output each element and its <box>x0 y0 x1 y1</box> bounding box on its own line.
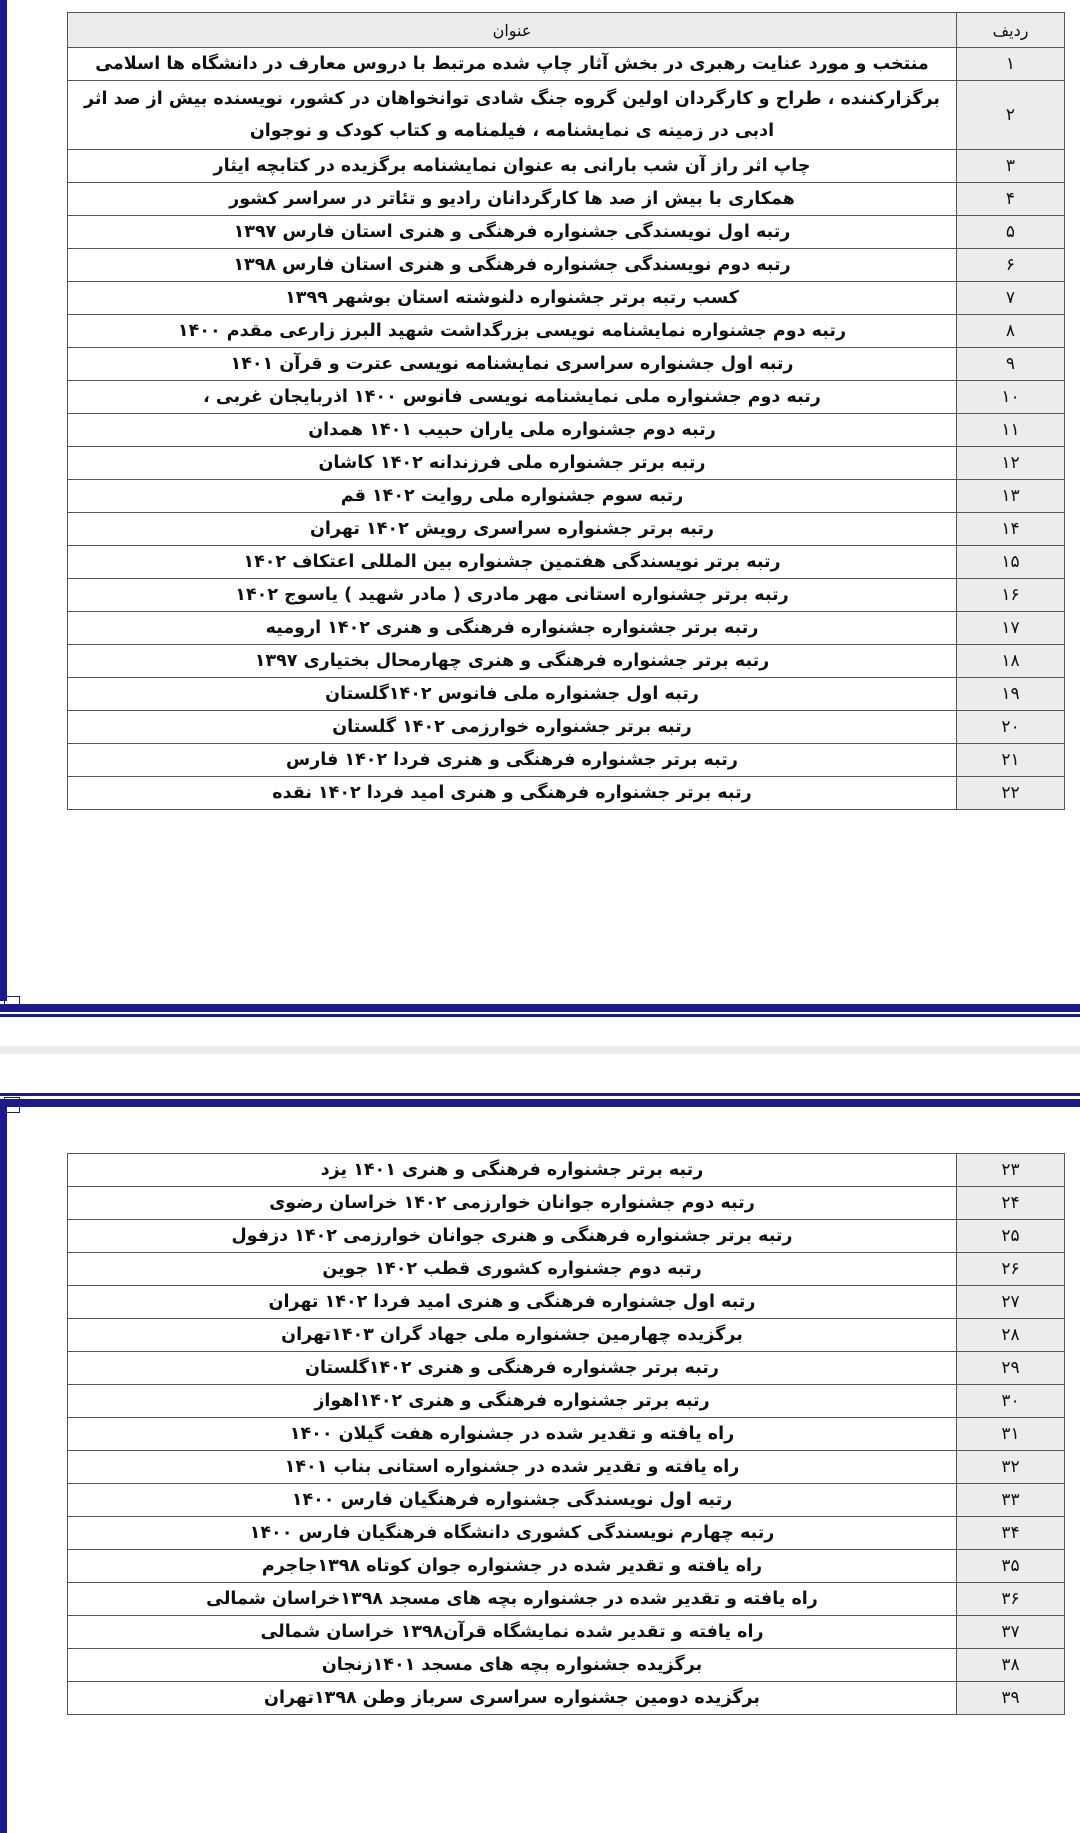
table-row <box>68 1649 1065 1682</box>
row-number: ۱۴ <box>957 513 1065 546</box>
table-row <box>68 81 1065 150</box>
award-title <box>68 414 957 447</box>
row-number: ۷ <box>957 282 1065 315</box>
award-title-text: رتبه برتر جشنواره فرهنگی و هنری فردا ۱۴۰۲ فارس <box>286 750 738 770</box>
table-row <box>68 183 1065 216</box>
row-number: ۳۹ <box>957 1682 1065 1715</box>
award-title <box>68 1517 957 1550</box>
award-title-text: رتبه اول نویسندگی جشنواره فرهنگیان فارس ۱۴۰۰ <box>291 1490 733 1510</box>
row-number: ۲۰ <box>957 711 1065 744</box>
award-title-text: برگزیده چهارمین جشنواره ملی جهاد گران ۱۴۰۳تهران <box>281 1325 743 1345</box>
table-row <box>68 150 1065 183</box>
award-title <box>68 1616 957 1649</box>
page-break-line <box>0 1093 1080 1096</box>
award-title <box>68 711 957 744</box>
award-title <box>68 678 957 711</box>
award-title-text: رتبه برتر جشنواره استانی مهر مادری ( مادر شهید ) یاسوج ۱۴۰۲ <box>235 585 789 605</box>
award-title <box>68 1286 957 1319</box>
table-row <box>68 1286 1065 1319</box>
award-title <box>68 150 957 183</box>
award-title <box>68 1583 957 1616</box>
award-title <box>68 546 957 579</box>
row-number: ۱۰ <box>957 381 1065 414</box>
award-title <box>68 1649 957 1682</box>
row-number: ۱۸ <box>957 645 1065 678</box>
row-number: ۱ <box>957 48 1065 81</box>
award-title <box>68 1550 957 1583</box>
table-row <box>68 777 1065 810</box>
award-title-text: رتبه دوم جشنواره نمایشنامه نویسی بزرگداشت شهید البرز زارعی مقدم ۱۴۰۰ <box>177 321 847 341</box>
award-title-text: رتبه اول جشنواره ملی فانوس ۱۴۰۲گلستان <box>325 684 699 704</box>
award-title-text: رتبه برتر نویسندگی هفتمین جشنواره بین المللی اعتکاف ۱۴۰۲ <box>243 552 781 572</box>
award-title <box>68 1253 957 1286</box>
row-number: ۱۹ <box>957 678 1065 711</box>
award-title <box>68 744 957 777</box>
award-title <box>68 447 957 480</box>
award-title-text: کسب رتبه برتر جشنواره دلنوشته استان بوشهر ۱۳۹۹ <box>285 288 739 308</box>
table-row <box>68 1682 1065 1715</box>
award-title <box>68 1154 957 1187</box>
page-left-border <box>0 0 7 1833</box>
row-number: ۲۴ <box>957 1187 1065 1220</box>
page-break-band <box>0 1004 1080 1012</box>
award-title <box>68 1484 957 1517</box>
award-title-text: چاپ اثر راز آن شب بارانی به عنوان نمایشنامه برگزیده در کتابچه ایثار <box>213 156 811 176</box>
award-title-text: رتبه برتر جشنواره فرهنگی و هنری چهارمحال بختیاری ۱۳۹۷ <box>254 651 770 671</box>
table-row <box>68 678 1065 711</box>
row-number: ۲۲ <box>957 777 1065 810</box>
table-row <box>68 348 1065 381</box>
row-number: ۲۹ <box>957 1352 1065 1385</box>
table-row <box>68 1319 1065 1352</box>
table-row <box>68 1451 1065 1484</box>
table-body-1 <box>68 48 1065 810</box>
award-title <box>68 612 957 645</box>
header-row-number: ردیف <box>957 13 1065 48</box>
award-title-text: رتبه برتر جشنواره خوارزمی ۱۴۰۲ گلستان <box>332 717 692 737</box>
award-title <box>68 1385 957 1418</box>
award-title <box>68 381 957 414</box>
award-title <box>68 1220 957 1253</box>
row-number: ۳ <box>957 150 1065 183</box>
table-row <box>68 1484 1065 1517</box>
award-title-text: رتبه اول جشنواره فرهنگی و هنری امید فردا ۱۴۰۲ تهران <box>268 1292 756 1312</box>
award-title-text: برگزیده دومین جشنواره سراسری سرباز وطن ۱۳۹۸تهران <box>264 1688 760 1708</box>
table-row <box>68 447 1065 480</box>
award-title-text: رتبه دوم جشنواره ملی یاران حبیب ۱۴۰۱ همدان <box>308 420 716 440</box>
award-title-text: رتبه برتر جشنواره ملی فرزندانه ۱۴۰۲ کاشان <box>318 453 706 473</box>
table-row <box>68 1220 1065 1253</box>
award-title-text: رتبه برتر جشنواره فرهنگی و هنری ۱۴۰۲گلستان <box>305 1358 719 1378</box>
table-row <box>68 1154 1065 1187</box>
award-title-text: همکاری با بیش از صد ها کارگردانان رادیو و تئاتر در سراسر کشور <box>229 189 795 209</box>
row-number: ۱۱ <box>957 414 1065 447</box>
header-title: عنوان <box>68 13 957 48</box>
page-break-band <box>0 1099 1080 1107</box>
row-number: ۲۷ <box>957 1286 1065 1319</box>
row-number: ۵ <box>957 216 1065 249</box>
table-row <box>68 612 1065 645</box>
award-title <box>68 1319 957 1352</box>
table-row <box>68 480 1065 513</box>
table-row <box>68 1352 1065 1385</box>
award-title <box>68 81 957 150</box>
table-row <box>68 414 1065 447</box>
award-title-text: رتبه برتر جشنواره فرهنگی و هنری جوانان خوارزمی ۱۴۰۲ دزفول <box>231 1226 793 1246</box>
table-row <box>68 711 1065 744</box>
award-title <box>68 777 957 810</box>
page-break-line <box>0 1014 1080 1017</box>
award-title-text: رتبه سوم جشنواره ملی روایت ۱۴۰۲ قم <box>340 486 684 506</box>
row-number: ۳۷ <box>957 1616 1065 1649</box>
row-number: ۱۷ <box>957 612 1065 645</box>
row-number: ۳۴ <box>957 1517 1065 1550</box>
award-title <box>68 513 957 546</box>
row-number: ۲۳ <box>957 1154 1065 1187</box>
row-number: ۸ <box>957 315 1065 348</box>
row-number: ۱۶ <box>957 579 1065 612</box>
row-number: ۳۶ <box>957 1583 1065 1616</box>
award-title <box>68 579 957 612</box>
award-title-text: رتبه دوم جشنواره جوانان خوارزمی ۱۴۰۲ خراسان رضوی <box>269 1193 755 1213</box>
award-title <box>68 348 957 381</box>
award-title-text: رتبه برتر جشنواره فرهنگی و هنری ۱۴۰۱ یزد <box>320 1160 704 1180</box>
award-title-text: راه یافته و تقدیر شده نمایشگاه قرآن۱۳۹۸ خراسان شمالی <box>260 1622 764 1642</box>
award-title-text: منتخب و مورد عنایت رهبری در بخش آثار چاپ شده مرتبط با دروس معارف در دانشگاه ها اسلامی <box>95 54 929 74</box>
award-title <box>68 480 957 513</box>
table-row <box>68 513 1065 546</box>
table-row <box>68 48 1065 81</box>
corner-mark <box>4 996 20 1012</box>
award-title-text: راه یافته و تقدیر شده در جشنواره استانی بناب ۱۴۰۱ <box>284 1457 740 1477</box>
row-number: ۲۵ <box>957 1220 1065 1253</box>
award-title-text: رتبه اول نویسندگی جشنواره فرهنگی و هنری استان فارس ۱۳۹۷ <box>233 222 791 242</box>
row-number: ۶ <box>957 249 1065 282</box>
table-row <box>68 216 1065 249</box>
award-title <box>68 48 957 81</box>
award-title-text: برگزارکننده ، طراح و کارگردان اولین گروه جنگ شادی توانخواهان در کشور، نویسنده بیش از صد اثر ادبی در زمینه ی نمایشنامه ، فیلمنامه و کتاب کودک و نوجوان <box>84 89 940 141</box>
award-title-text: راه یافته و تقدیر شده در جشنواره هفت گیلان ۱۴۰۰ <box>289 1424 735 1444</box>
award-title-text: رتبه برتر جشنواره فرهنگی و هنری امید فردا ۱۴۰۲ نقده <box>272 783 752 803</box>
award-title-text: رتبه برتر جشنواره سراسری رویش ۱۴۰۲ تهران <box>310 519 714 539</box>
award-title-text: رتبه برتر جشنواره فرهنگی و هنری ۱۴۰۲اهواز <box>314 1391 710 1411</box>
table-row <box>68 1583 1065 1616</box>
row-number: ۳۱ <box>957 1418 1065 1451</box>
award-title-text: رتبه برتر جشنواره جشنواره فرهنگی و هنری ۱۴۰۲ ارومیه <box>265 618 759 638</box>
award-title-text: رتبه دوم جشنواره ملی نمایشنامه نویسی فانوس ۱۴۰۰ اذربایجان غربی ، <box>203 387 821 407</box>
table-row <box>68 1253 1065 1286</box>
page-gap <box>0 1046 1080 1054</box>
award-title <box>68 1352 957 1385</box>
table-row <box>68 282 1065 315</box>
table-row <box>68 645 1065 678</box>
award-title-text: رتبه دوم نویسندگی جشنواره فرهنگی و هنری استان فارس ۱۳۹۸ <box>233 255 791 275</box>
table-row <box>68 1418 1065 1451</box>
award-title <box>68 216 957 249</box>
row-number: ۱۵ <box>957 546 1065 579</box>
table-row <box>68 579 1065 612</box>
table-row <box>68 546 1065 579</box>
table-body-2 <box>68 1154 1065 1715</box>
row-number: ۲۱ <box>957 744 1065 777</box>
row-number: ۲۸ <box>957 1319 1065 1352</box>
table-row <box>68 1517 1065 1550</box>
award-title-text: رتبه دوم جشنواره کشوری قطب ۱۴۰۲ جوین <box>322 1259 702 1279</box>
row-number: ۳۳ <box>957 1484 1065 1517</box>
awards-table-page-1 <box>67 12 1065 810</box>
award-title-text: رتبه چهارم نویسندگی کشوری دانشگاه فرهنگیان فارس ۱۴۰۰ <box>249 1523 775 1543</box>
award-title-text: برگزیده جشنواره بچه های مسجد ۱۴۰۱زنجان <box>321 1655 703 1675</box>
table-row <box>68 1385 1065 1418</box>
award-title <box>68 1451 957 1484</box>
row-number: ۹ <box>957 348 1065 381</box>
award-title-text: راه یافته و تقدیر شده در جشنواره بچه های مسجد ۱۳۹۸خراسان شمالی <box>206 1589 818 1609</box>
corner-mark <box>4 1097 20 1113</box>
row-number: ۳۸ <box>957 1649 1065 1682</box>
row-number: ۱۲ <box>957 447 1065 480</box>
row-number: ۳۰ <box>957 1385 1065 1418</box>
table-row <box>68 1616 1065 1649</box>
award-title <box>68 1418 957 1451</box>
row-number: ۴ <box>957 183 1065 216</box>
table-row <box>68 744 1065 777</box>
row-number: ۳۲ <box>957 1451 1065 1484</box>
awards-table-page-2 <box>67 1153 1065 1715</box>
award-title <box>68 1682 957 1715</box>
table-row <box>68 315 1065 348</box>
award-title <box>68 645 957 678</box>
award-title <box>68 1187 957 1220</box>
award-title-text: رتبه اول جشنواره سراسری نمایشنامه نویسی عترت و قرآن ۱۴۰۱ <box>230 354 794 374</box>
row-number: ۲ <box>957 81 1065 150</box>
table-row <box>68 381 1065 414</box>
award-title <box>68 183 957 216</box>
row-number: ۲۶ <box>957 1253 1065 1286</box>
row-number: ۱۳ <box>957 480 1065 513</box>
table-row <box>68 1550 1065 1583</box>
award-title-text: راه یافته و تقدیر شده در جشنواره جوان کوتاه ۱۳۹۸جاجرم <box>261 1556 763 1576</box>
award-title <box>68 315 957 348</box>
row-number: ۳۵ <box>957 1550 1065 1583</box>
award-title <box>68 282 957 315</box>
award-title <box>68 249 957 282</box>
table-row <box>68 1187 1065 1220</box>
table-row <box>68 249 1065 282</box>
